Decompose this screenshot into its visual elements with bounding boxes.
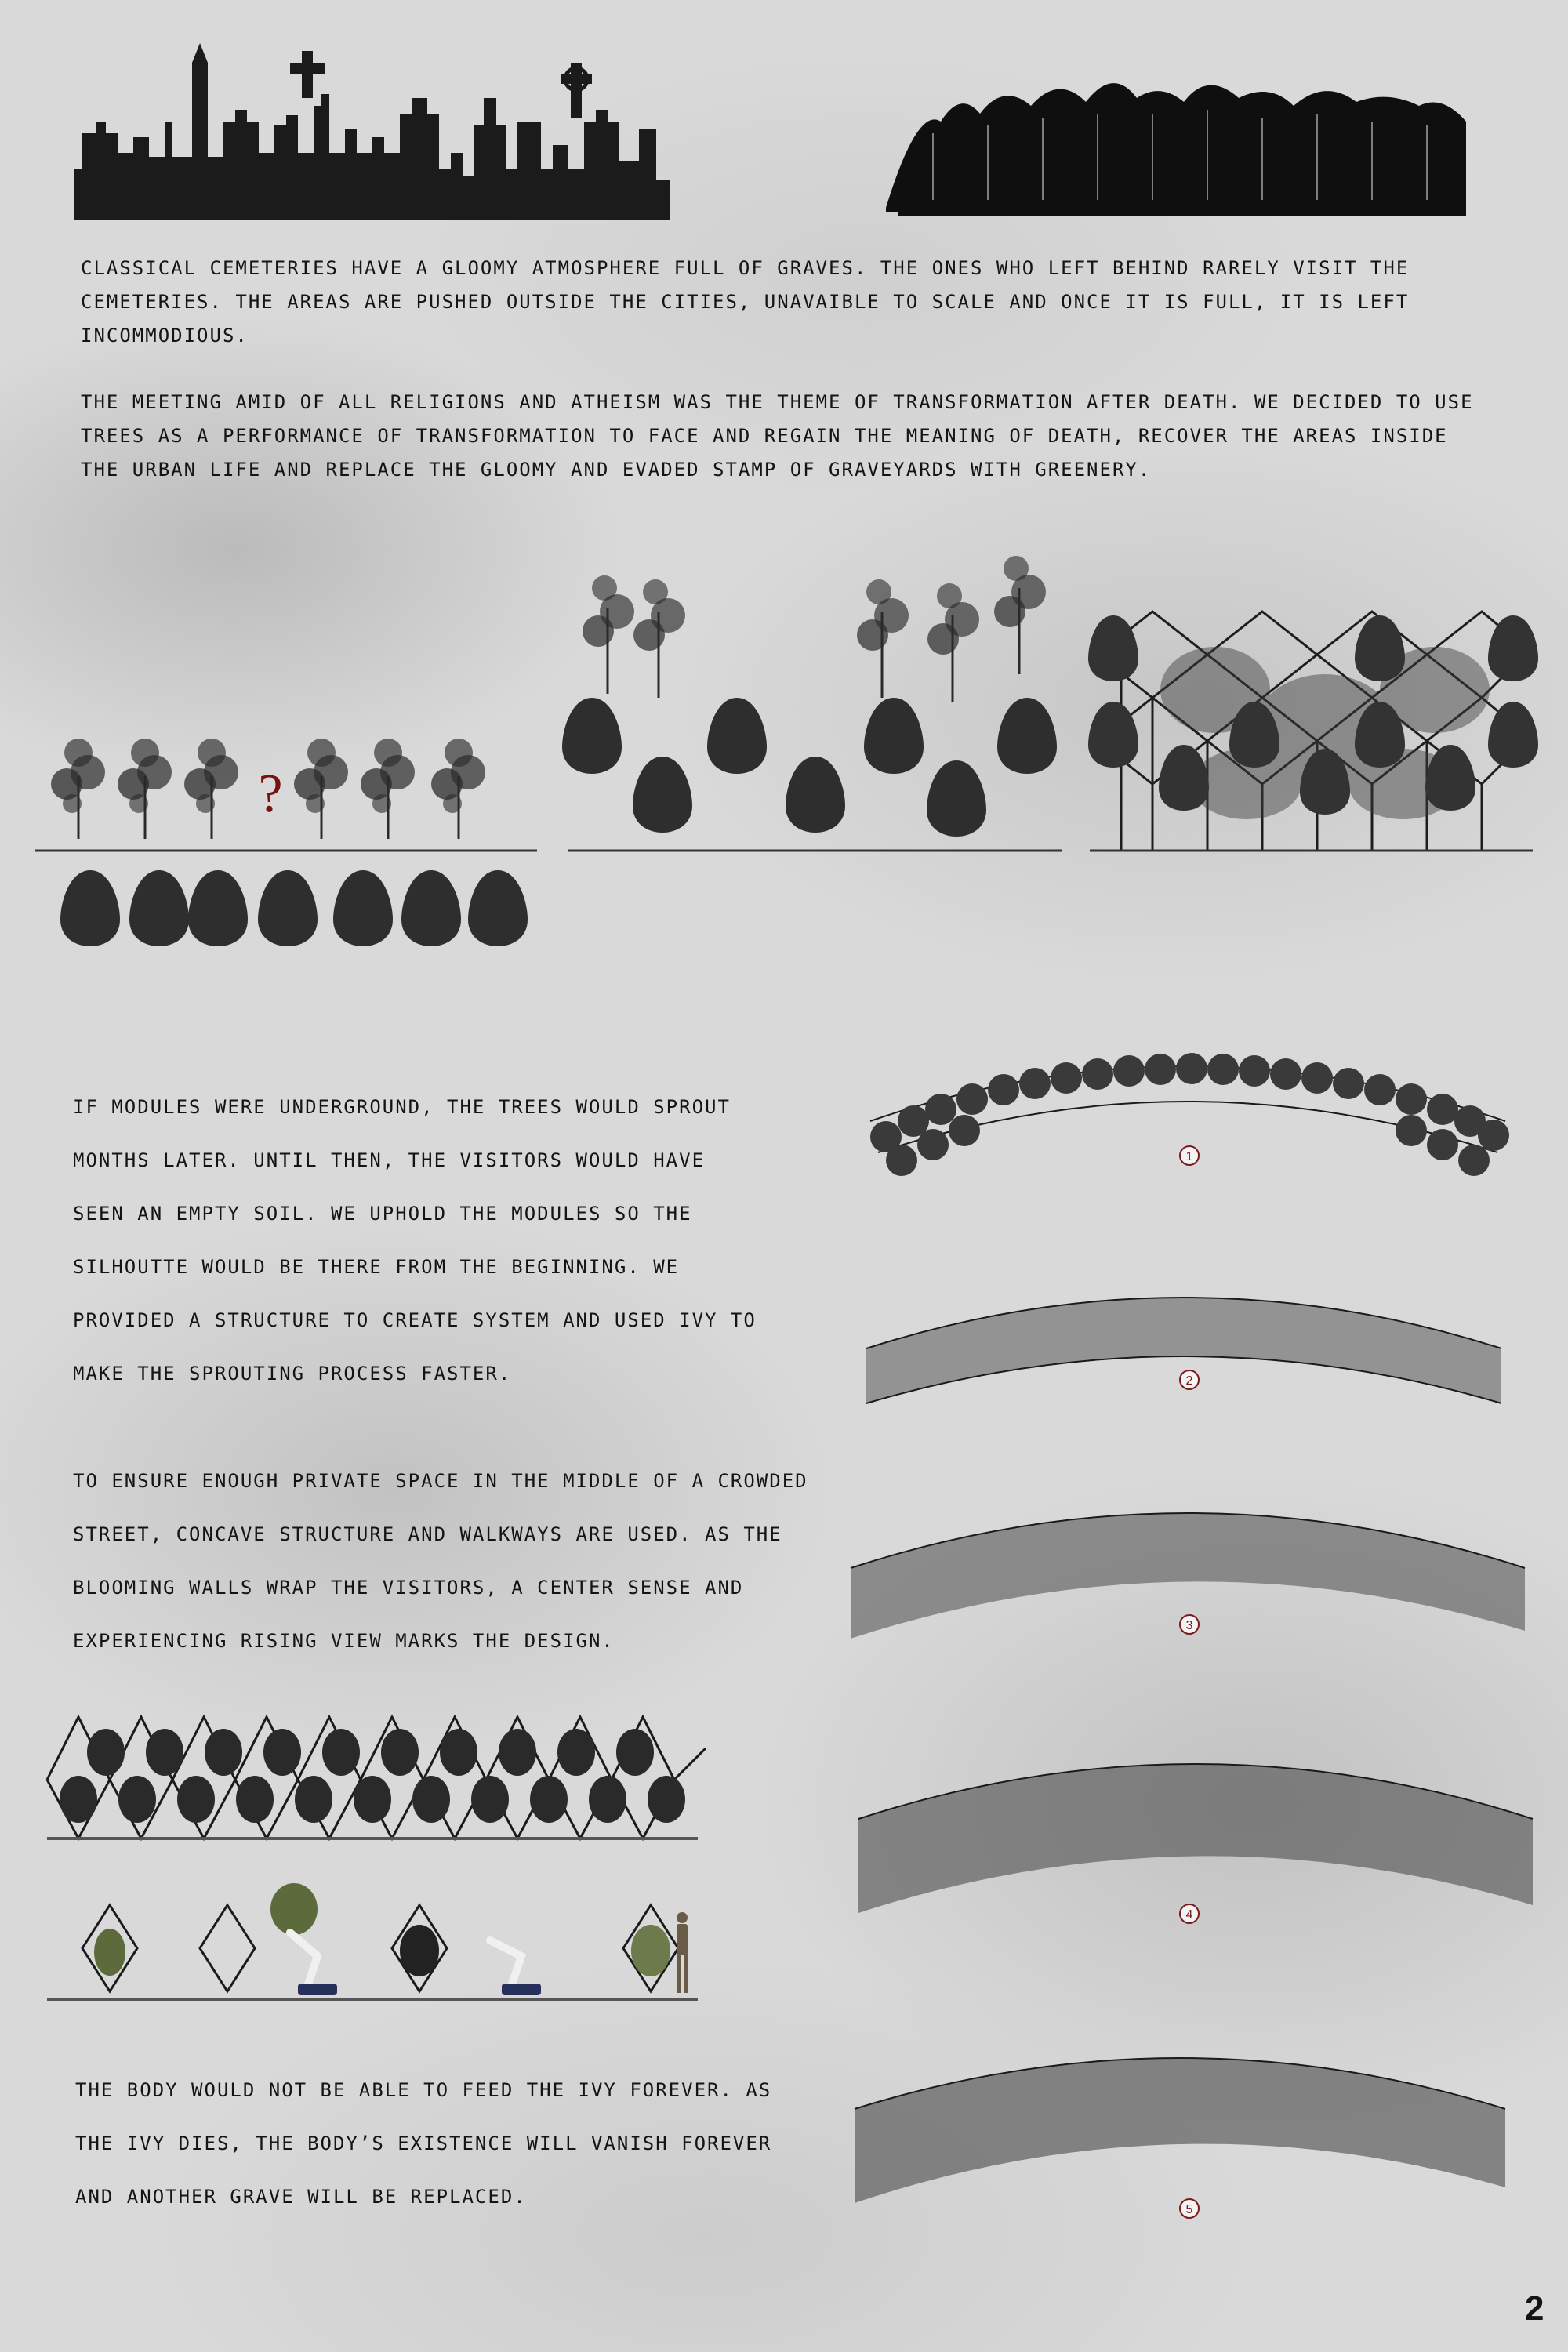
question-mark: ? <box>258 764 283 824</box>
stage-2-marker <box>1178 1368 1201 1392</box>
sequence-ground-line <box>47 1998 698 2001</box>
intro-paragraph-1: CLASSICAL CEMETERIES HAVE A GLOOMY ATMOSPHERE FULL OF GRAVES. THE ONES WHO LEFT BEHIND RARELY VISIT THE CEMETERIES. THE AREAS ARE PUSHED OUTSIDE THE CITIES, UNAVAIBLE TO SCALE AND ONCE IT IS FULL, IT IS LEFT INCOMMODIOUS. <box>81 257 1410 347</box>
forest-silhouette-illustration <box>886 59 1466 216</box>
svg-text:3: 3 <box>1185 1619 1193 1632</box>
svg-text:1: 1 <box>1185 1150 1193 1163</box>
intro-paragraph-2: THE MEETING AMID OF ALL RELIGIONS AND ATHEISM WAS THE THEME OF TRANSFORMATION AFTER DEATH. WE DECIDED TO USE TREES AS A PERFORMANCE OF TRANSFORMATION TO FACE AND REGAIN THE MEANING OF DEATH, RECOVER THE AREAS INSIDE THE URBAN LIFE AND REPLACE THE GLOOMY AND EVADED STAMP OF GRAVEYARDS WITH GREENERY. <box>81 391 1474 481</box>
raised-modules-diagram <box>549 588 1066 855</box>
cemetery-skyline-illustration <box>74 43 670 220</box>
stage-1-marker <box>1178 1144 1201 1167</box>
svg-text:5: 5 <box>1185 2203 1193 2216</box>
modules-paragraph-2: TO ENSURE ENOUGH PRIVATE SPACE IN THE MIDDLE OF A CROWDED STREET, CONCAVE STRUCTURE AND WALKWAYS ARE USED. AS THE BLOOMING WALLS WRAP THE VISITORS, A CENTER SENSE AND EXPERIENCING RISING VIEW MARKS THE DESIGN. <box>73 1470 808 1652</box>
module-sequence-diagram <box>47 1866 706 2003</box>
underground-graves-diagram <box>35 682 545 956</box>
stage-4-marker <box>1178 1902 1201 1926</box>
ending-paragraph: THE BODY WOULD NOT BE ABLE TO FEED THE IVY FOREVER. AS THE IVY DIES, THE BODY’S EXISTENCE WILL VANISH FOREVER AND ANOTHER GRAVE WILL BE REPLACED. <box>75 2079 772 2208</box>
stage-4-diagram <box>851 1725 1541 1929</box>
diamond-structure-elevation <box>47 1701 706 1842</box>
page-number: 2 <box>1525 2289 1544 2328</box>
svg-text:4: 4 <box>1185 1908 1193 1922</box>
structure-grid-diagram <box>1090 604 1537 855</box>
stage-5-marker <box>1178 2197 1201 2220</box>
stage-3-marker <box>1178 1613 1201 1636</box>
structure-ground-line <box>47 1837 698 1840</box>
stage-5-diagram <box>847 2023 1513 2227</box>
stage-2-diagram <box>851 1262 1517 1419</box>
svg-text:2: 2 <box>1185 1374 1193 1388</box>
modules-paragraph-1: IF MODULES WERE UNDERGROUND, THE TREES WOULD SPROUT MONTHS LATER. UNTIL THEN, THE VISITORS WOULD HAVE SEEN AN EMPTY SOIL. WE UPHOLD THE MODULES SO THE SILHOUTTE WOULD BE THERE FROM THE BEGINNING. WE PROVIDED A STRUCTURE TO CREATE SYSTEM AND USED IVY TO MAKE THE SPROUTING PROCESS FASTER. <box>73 1096 757 1385</box>
